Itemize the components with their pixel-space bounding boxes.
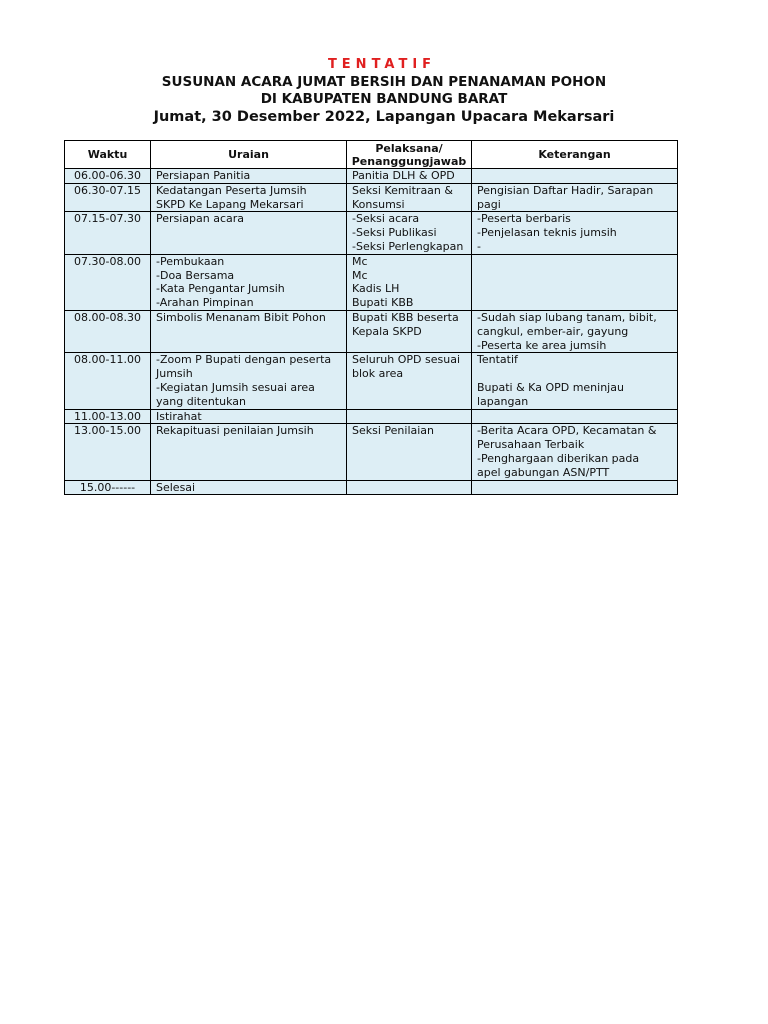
table-row (65, 480, 678, 495)
waktu-text: 07.30-08.00 (74, 254, 141, 268)
pelaksana-line: Kepala SKPD (352, 324, 422, 338)
header-waktu (65, 141, 151, 169)
cell-pelaksana (347, 409, 472, 424)
keterangan-line: apel gabungan ASN/PTT (477, 465, 610, 479)
uraian-line: Persiapan Panitia (156, 169, 251, 182)
pelaksana-line: Seluruh OPD sesuai (352, 353, 460, 367)
uraian-line: Jumsih (156, 367, 193, 381)
keterangan-line: lapangan (477, 394, 529, 408)
cell-keterangan (472, 480, 678, 495)
keterangan-line: Tentatif (477, 353, 518, 367)
pelaksana-line: Bupati KBB beserta (352, 310, 459, 324)
cell-pelaksana (347, 353, 472, 409)
header-keterangan-label: Keterangan (538, 147, 611, 161)
uraian-line: -Arahan Pimpinan (156, 296, 254, 310)
uraian-line: -Zoom P Bupati dengan peserta (156, 353, 332, 367)
keterangan-line: cangkul, ember-air, gayung (477, 324, 629, 338)
cell-keterangan (472, 183, 678, 212)
table-row (65, 169, 678, 184)
table-header-row (65, 141, 678, 169)
cell-keterangan (472, 212, 678, 254)
header-uraian (151, 141, 347, 169)
cell-waktu (65, 183, 151, 212)
uraian-line: SKPD Ke Lapang Mekarsari (156, 197, 304, 211)
cell-pelaksana (347, 254, 472, 310)
cell-waktu (65, 424, 151, 480)
cell-keterangan (472, 169, 678, 184)
cell-waktu (65, 169, 151, 184)
cell-keterangan (472, 424, 678, 480)
cell-waktu (65, 480, 151, 495)
cell-uraian (151, 183, 347, 212)
keterangan-line: Bupati & Ka OPD meninjau (477, 380, 624, 394)
cell-uraian (151, 353, 347, 409)
cell-waktu (65, 310, 151, 352)
keterangan-line: - (477, 239, 481, 253)
pelaksana-line: -Seksi acara (352, 212, 420, 226)
table-row (65, 310, 678, 352)
keterangan-line: pagi (477, 197, 501, 211)
table-row (65, 183, 678, 212)
document-subtitle: DI KABUPATEN BANDUNG BARAT (260, 91, 508, 107)
waktu-text: 06.00-06.30 (74, 169, 141, 182)
keterangan-line: -Berita Acara OPD, Kecamatan & (477, 424, 657, 438)
uraian-line: Kedatangan Peserta Jumsih (156, 183, 307, 197)
waktu-text: 15.00------ (79, 480, 136, 494)
cell-uraian (151, 310, 347, 352)
keterangan-line (477, 367, 672, 381)
cell-keterangan (472, 353, 678, 409)
header-pelaksana (347, 141, 472, 169)
keterangan-line: Perusahaan Terbaik (477, 438, 585, 452)
waktu-text: 06.30-07.15 (74, 183, 141, 197)
waktu-text: 13.00-15.00 (74, 424, 141, 438)
pelaksana-line: -Seksi Publikasi (352, 226, 437, 240)
table-row (65, 409, 678, 424)
pelaksana-line: Panitia DLH & OPD (352, 169, 455, 182)
keterangan-line: -Penjelasan teknis jumsih (477, 226, 617, 240)
cell-pelaksana (347, 424, 472, 480)
cell-pelaksana (347, 169, 472, 184)
pelaksana-line: Konsumsi (352, 197, 405, 211)
uraian-line: Istirahat (156, 409, 202, 423)
pelaksana-line: Kadis LH (352, 282, 400, 296)
document-date-location: Jumat, 30 Desember 2022, Lapangan Upacara Mekarsari (153, 109, 615, 125)
waktu-text: 08.00-11.00 (74, 353, 141, 367)
table-row (65, 254, 678, 310)
waktu-text: 11.00-13.00 (74, 409, 141, 423)
cell-pelaksana (347, 480, 472, 495)
cell-keterangan (472, 310, 678, 352)
cell-pelaksana (347, 310, 472, 352)
header-waktu-label: Waktu (87, 147, 128, 161)
pelaksana-line: Mc (352, 268, 368, 282)
header-uraian-label: Uraian (228, 147, 269, 161)
table-row (65, 212, 678, 254)
cell-waktu (65, 254, 151, 310)
keterangan-line: -Peserta ke area jumsih (477, 338, 607, 352)
uraian-line: -Kata Pengantar Jumsih (156, 282, 285, 296)
schedule-table (64, 140, 678, 495)
schedule-body (65, 169, 678, 495)
keterangan-line: -Peserta berbaris (477, 212, 571, 226)
cell-uraian (151, 480, 347, 495)
cell-uraian (151, 424, 347, 480)
cell-waktu (65, 353, 151, 409)
table-row (65, 424, 678, 480)
pelaksana-line: Mc (352, 254, 368, 268)
cell-uraian (151, 254, 347, 310)
uraian-line: -Kegiatan Jumsih sesuai area (156, 380, 315, 394)
tentatif-label: TENTATIF (327, 57, 437, 72)
uraian-line: -Doa Bersama (156, 268, 235, 282)
uraian-line: -Pembukaan (156, 254, 225, 268)
pelaksana-line: Seksi Kemitraan & (352, 183, 453, 197)
cell-keterangan (472, 254, 678, 310)
document-title: SUSUNAN ACARA JUMAT BERSIH DAN PENANAMAN POHON (161, 74, 607, 90)
keterangan-line: -Penghargaan diberikan pada (477, 451, 640, 465)
uraian-line: Selesai (156, 480, 196, 494)
cell-waktu (65, 409, 151, 424)
keterangan-line: Pengisian Daftar Hadir, Sarapan (477, 183, 654, 197)
keterangan-line: -Sudah siap lubang tanam, bibit, (477, 310, 657, 324)
cell-uraian (151, 409, 347, 424)
pelaksana-line: Seksi Penilaian (352, 424, 435, 438)
cell-waktu (65, 212, 151, 254)
uraian-line: yang ditentukan (156, 394, 246, 408)
waktu-text: 07.15-07.30 (74, 212, 141, 226)
document-header (0, 56, 768, 127)
pelaksana-line: blok area (352, 367, 404, 381)
uraian-line: Simbolis Menanam Bibit Pohon (156, 310, 326, 324)
cell-uraian (151, 212, 347, 254)
uraian-line: Persiapan acara (156, 212, 245, 226)
waktu-text: 08.00-08.30 (74, 310, 141, 324)
cell-keterangan (472, 409, 678, 424)
pelaksana-line: Bupati KBB (352, 296, 414, 310)
cell-uraian (151, 169, 347, 184)
cell-pelaksana (347, 183, 472, 212)
pelaksana-line: -Seksi Perlengkapan (352, 239, 464, 253)
header-pelaksana-label: Pelaksana/ Penanggungjawab (351, 141, 467, 168)
table-row (65, 353, 678, 409)
cell-pelaksana (347, 212, 472, 254)
header-keterangan (472, 141, 678, 169)
uraian-line: Rekapituasi penilaian Jumsih (156, 424, 314, 438)
